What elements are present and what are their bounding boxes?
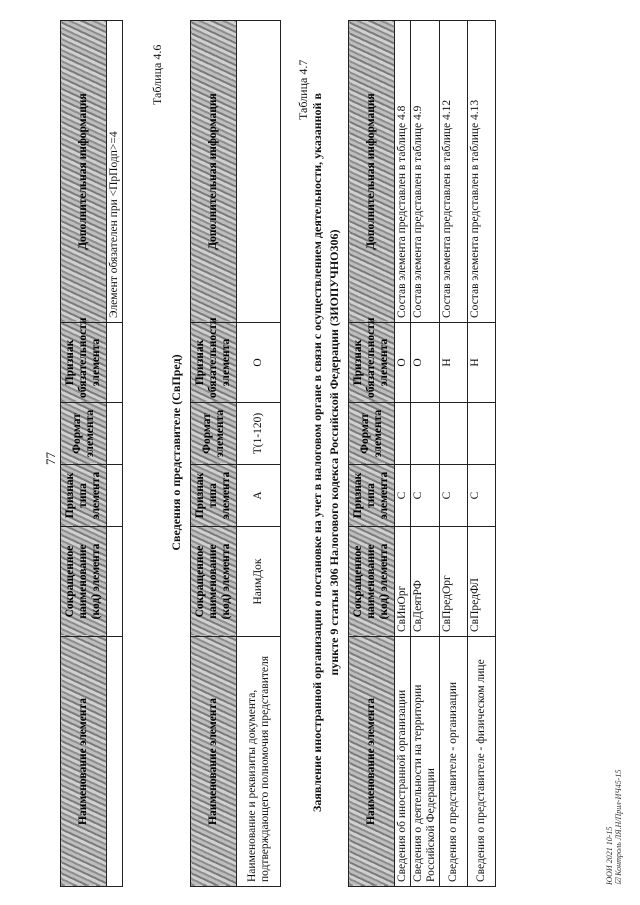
header-cell: Признак обязательности элемента	[191, 323, 237, 403]
table-cell: О	[395, 323, 411, 403]
table-cell: Н	[440, 323, 468, 403]
header-cell: Признак типа элемента	[61, 465, 107, 527]
table-cell: С	[411, 465, 440, 527]
header-cell: Формат элемента	[191, 403, 237, 465]
header-cell: Дополнительная информация	[191, 21, 237, 323]
table-cell: СвПредОрг	[440, 527, 468, 637]
table-cell: С	[468, 465, 496, 527]
table-cell: Состав элемента представлен в таблице 4.8	[395, 21, 411, 323]
header-cell: Сокращенное наименование (код) элемента	[61, 527, 107, 637]
table-cell: Сведения о представителе - организации	[440, 637, 468, 887]
table-cell: Сведения о представителе - физическом лице	[468, 637, 496, 887]
table-cell: Элемент обязателен при <ПрПодп>=4	[107, 21, 123, 323]
table-cell: Наименование и реквизиты документа, подтверждающего полномочия представителя	[237, 637, 281, 887]
header-cell: Дополнительная информация	[61, 21, 107, 323]
table-cell: Сведения о деятельности на территории Российской Федерации	[411, 637, 440, 887]
header-cell: Наименование элемента	[349, 637, 395, 887]
table-cell: НаимДок	[237, 527, 281, 637]
header-cell: Признак типа элемента	[191, 465, 237, 527]
table-cell: Состав элемента представлен в таблице 4.9	[411, 21, 440, 323]
table-cell: T(1-120)	[237, 403, 281, 465]
header-cell: Наименование элемента	[191, 637, 237, 887]
table-number: Таблица 4.6	[150, 44, 164, 105]
table-cell	[468, 403, 496, 465]
table-cell: Сведения об иностранной организации	[395, 637, 411, 887]
header-cell: Сокращенное наименование (код) элемента	[349, 527, 395, 637]
header-cell: Сокращенное наименование (код) элемента	[191, 527, 237, 637]
table-cell: СвИнОрг	[395, 527, 411, 637]
table-cell: С	[440, 465, 468, 527]
table-cell: А	[237, 465, 281, 527]
table-number: Таблица 4.7	[296, 59, 310, 120]
page-number: 77	[43, 452, 58, 465]
table-cell: СвДеятРФ	[411, 527, 440, 637]
table-title-line-1: Заявление иностранной организации о постановке на учет в налоговом органе в связи с осуществлением деятельности, указанной в	[310, 93, 324, 812]
table-cell: СвПредФЛ	[468, 527, 496, 637]
header-cell: Признак типа элемента	[349, 465, 395, 527]
table-title-line-2: пункте 9 статьи 306 Налогового кодекса Российской Федерации (ЗИОПУЧНО306)	[327, 229, 341, 676]
header-cell: Признак обязательности элемента	[61, 323, 107, 403]
table-top-continuation	[60, 20, 123, 887]
footer-line-2: ☑ Контроль ЛЯ.Н/Прил-ИЧ45-15	[614, 769, 623, 885]
table-4-7	[348, 20, 496, 887]
header-cell: Признак обязательности элемента	[349, 323, 395, 403]
header-cell: Дополнительная информация	[349, 21, 395, 323]
table-cell	[440, 403, 468, 465]
table-cell	[395, 403, 411, 465]
table-cell: Состав элемента представлен в таблице 4.12	[440, 21, 468, 323]
table-cell: Состав элемента представлен в таблице 4.13	[468, 21, 496, 323]
header-cell: Наименование элемента	[61, 637, 107, 887]
footer-line-1: ЮОИ 2021 10-15	[605, 826, 614, 885]
table-title: Сведения о представителе (СвПред)	[169, 354, 183, 551]
table-cell: С	[395, 465, 411, 527]
table-cell	[411, 403, 440, 465]
table-cell: Н	[468, 323, 496, 403]
table-cell	[237, 21, 281, 323]
table-cell: О	[237, 323, 281, 403]
table-cell: О	[411, 323, 440, 403]
header-cell: Формат элемента	[349, 403, 395, 465]
header-cell: Формат элемента	[61, 403, 107, 465]
table-4-6	[190, 20, 281, 887]
